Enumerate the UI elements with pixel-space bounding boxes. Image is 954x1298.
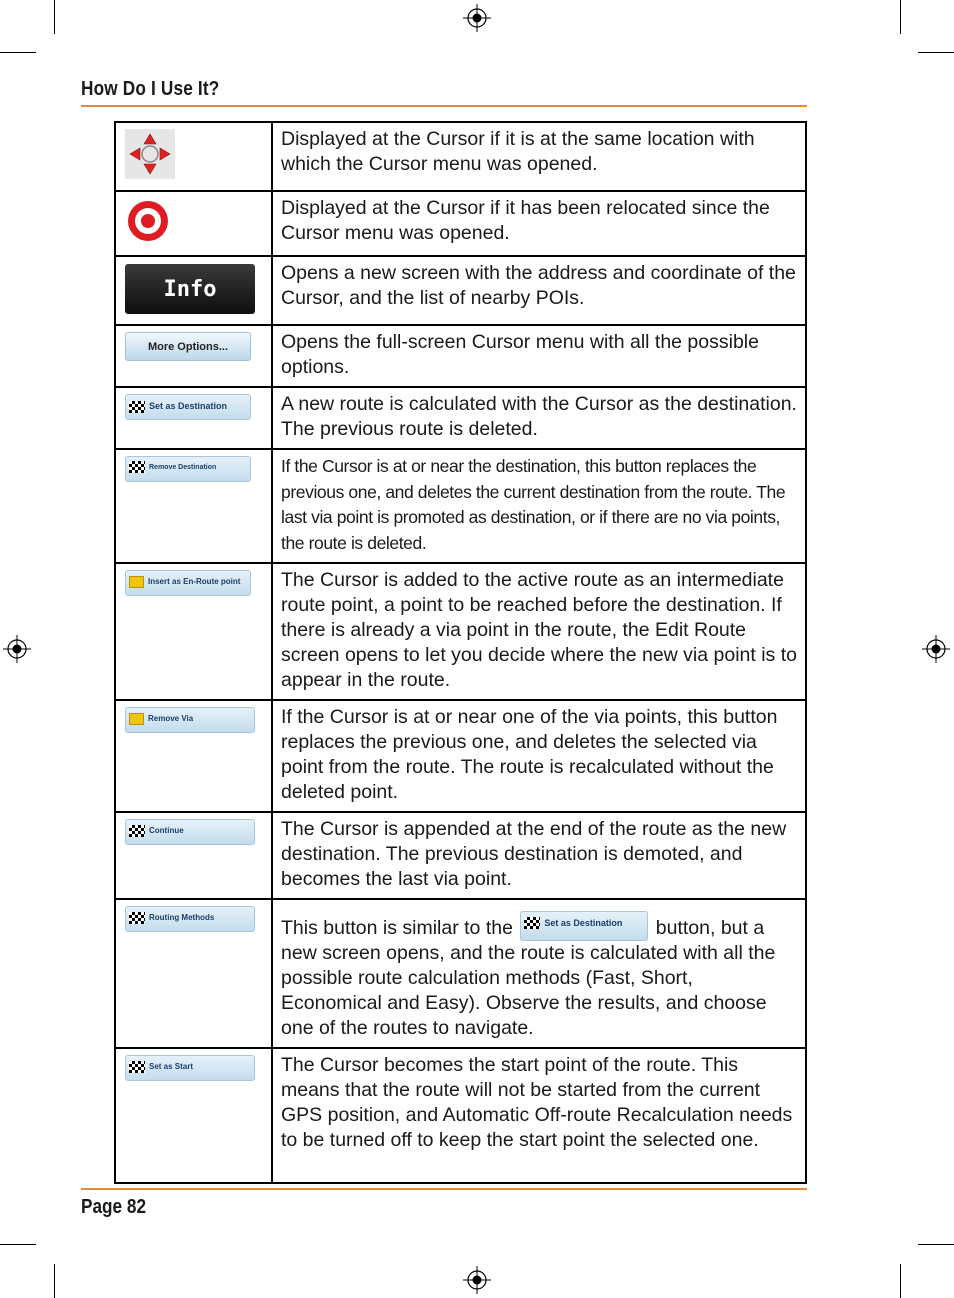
yellow-flag-icon — [129, 713, 144, 725]
description-cell: A new route is calculated with the Cursor as the destination. The previous route is deleted. — [272, 387, 806, 449]
description-cell: If the Cursor is at or near the destination, this button replaces the previous one, and deletes the current destination from the route. The last via point is promoted as destination, or if there are no via points, the route is deleted. — [272, 449, 806, 563]
icon-cell — [115, 325, 272, 387]
icon-cell — [115, 256, 272, 325]
icon-cell — [115, 563, 272, 700]
crop-mark — [0, 1244, 36, 1245]
table-row — [115, 899, 806, 1048]
cursor-arrows-icon — [125, 129, 175, 179]
cursor-menu-table — [114, 121, 807, 1184]
description-cell: Opens the full-screen Cursor menu with all the possible options. — [272, 325, 806, 387]
table-row — [115, 1048, 806, 1183]
registration-mark-icon — [922, 635, 950, 663]
checkered-flag-icon — [129, 401, 145, 413]
button-label: Set as Destination — [544, 917, 623, 928]
insert-en-route-button[interactable] — [125, 570, 251, 596]
icon-cell — [115, 449, 272, 563]
cursor-target-icon — [125, 198, 171, 244]
description-cell: If the Cursor is at or near one of the via points, this button replaces the previous one, and deletes the selected via point from the route. The route is recalculated without the deleted point. — [272, 700, 806, 812]
checkered-flag-icon — [129, 461, 145, 473]
table-row — [115, 449, 806, 563]
header-rule — [81, 105, 807, 107]
button-label: Insert as En-Route point — [148, 577, 241, 586]
yellow-flag-icon — [129, 576, 144, 588]
page-number: Page 82 — [81, 1196, 147, 1218]
description-cell: Opens a new screen with the address and coordinate of the Cursor, and the list of nearby POIs. — [272, 256, 806, 325]
remove-via-button[interactable] — [125, 707, 255, 733]
more-options-button[interactable]: More Options... — [125, 332, 251, 361]
button-label: Remove Via — [148, 714, 194, 723]
remove-destination-button[interactable] — [125, 456, 251, 482]
continue-button[interactable] — [125, 819, 255, 845]
table-row — [115, 700, 806, 812]
description-cell: The Cursor becomes the start point of the route. This means that the route will not be started from the current GPS position, and Automatic Off-route Recalculation needs to be turned off to keep the start point the selected one. — [272, 1048, 806, 1183]
crop-mark — [54, 1264, 55, 1298]
button-label: Continue — [149, 826, 184, 835]
description-cell — [272, 899, 806, 1048]
icon-cell — [115, 387, 272, 449]
table-row — [115, 563, 806, 700]
crop-mark — [918, 1244, 954, 1245]
registration-mark-icon — [463, 1266, 491, 1294]
checkered-flag-icon — [129, 912, 145, 924]
start-flag-icon — [129, 1061, 145, 1073]
inline-set-as-destination-button — [520, 911, 648, 941]
footer-rule — [81, 1188, 807, 1190]
crop-mark — [918, 52, 954, 53]
table-row — [115, 122, 806, 191]
button-label: Set as Destination — [149, 401, 228, 411]
registration-mark-icon — [3, 635, 31, 663]
table-row — [115, 387, 806, 449]
set-as-destination-button[interactable] — [125, 394, 251, 420]
page-header-title: How Do I Use It? — [81, 78, 220, 100]
button-label: Set as Start — [149, 1062, 194, 1071]
table-row — [115, 325, 806, 387]
icon-cell — [115, 899, 272, 1048]
text-before: This button is similar to the — [281, 917, 513, 939]
description-cell: The Cursor is added to the active route as an intermediate route point, a point to be reached before the destination. If there is already a via point in the route, the Edit Route screen opens to let you decide where the new via point is to appear in the route. — [272, 563, 806, 700]
icon-cell — [115, 1048, 272, 1183]
text-after: button, but a new screen opens, and the route is calculated with all the possible route calculation methods (Fast, Short, Economical and Easy). Observe the results, and choose one of the routes to navigate. — [281, 917, 776, 1039]
icon-cell — [115, 122, 272, 191]
table-row — [115, 191, 806, 256]
icon-cell — [115, 812, 272, 899]
description-cell: Displayed at the Cursor if it is at the same location with which the Cursor menu was opened. — [272, 122, 806, 191]
checkered-flag-icon — [129, 825, 145, 837]
button-label: Remove Destination — [149, 464, 217, 471]
icon-cell — [115, 191, 272, 256]
checkered-flag-icon — [524, 917, 540, 929]
table-row — [115, 256, 806, 325]
info-button[interactable]: Info — [125, 264, 255, 314]
crop-mark — [54, 0, 55, 34]
description-cell: The Cursor is appended at the end of the route as the new destination. The previous destination is demoted, and becomes the last via point. — [272, 812, 806, 899]
table-row — [115, 812, 806, 899]
crop-mark — [900, 1264, 901, 1298]
crop-mark — [900, 0, 901, 34]
description-cell: Displayed at the Cursor if it has been relocated since the Cursor menu was opened. — [272, 191, 806, 256]
routing-methods-button[interactable] — [125, 906, 255, 932]
button-label: Routing Methods — [149, 913, 215, 922]
crop-mark — [0, 52, 36, 53]
registration-mark-icon — [463, 4, 491, 32]
set-as-start-button[interactable] — [125, 1055, 255, 1081]
icon-cell — [115, 700, 272, 812]
